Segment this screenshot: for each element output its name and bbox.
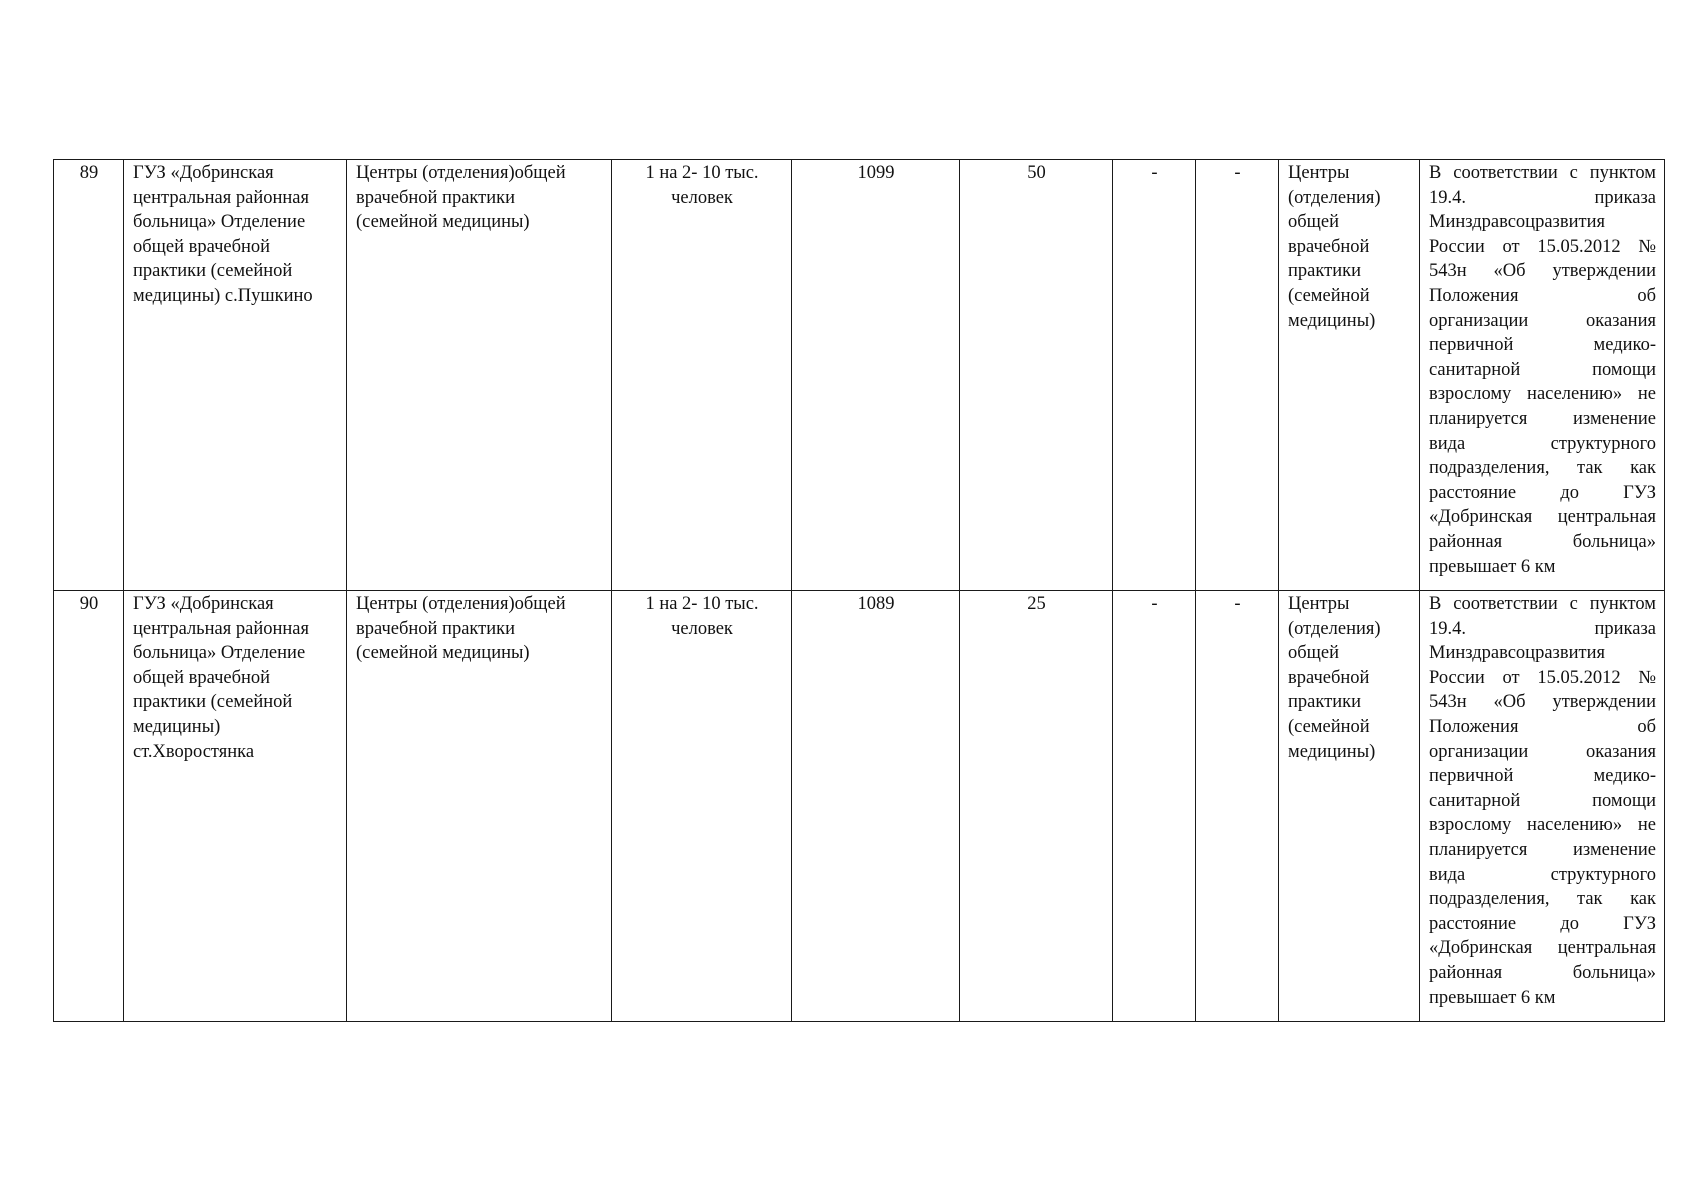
note-line: планируется изменение — [1429, 839, 1656, 860]
planned-type: Центры (отделения) общей врачебной практики (семейной медицины) — [1288, 163, 1381, 331]
note-line: первичной медико- — [1429, 335, 1656, 356]
note-line: подразделения, так как — [1429, 889, 1656, 910]
dash-cell — [1196, 160, 1279, 591]
note-line: Минздравсоцразвития — [1429, 212, 1605, 233]
note-cell — [1420, 591, 1665, 1022]
note-line: 19.4. приказа — [1429, 618, 1656, 639]
note-line: взрослому населению» не — [1429, 815, 1656, 836]
note-line: районная больница» — [1429, 531, 1656, 552]
norm-value: 1 на 2- 10 тыс. человек — [645, 594, 759, 639]
dash-value: - — [1234, 594, 1241, 614]
note-line: расстояние до ГУЗ — [1429, 913, 1656, 934]
capacity-cell — [960, 591, 1113, 1022]
unit-type: Центры (отделения)общей врачебной практики (семейной медицины) — [356, 163, 566, 233]
note-line: «Добринская центральная — [1429, 507, 1656, 528]
note-line: санитарной помощи — [1429, 790, 1656, 811]
dash-value: - — [1151, 594, 1158, 614]
note-line: России от 15.05.2012 № — [1429, 667, 1656, 688]
note-line: взрослому населению» не — [1429, 384, 1656, 405]
planned-type-cell — [1279, 160, 1420, 591]
row-number-cell — [54, 160, 124, 591]
note-line: В соответствии с пунктом — [1429, 163, 1656, 183]
note-line: санитарной помощи — [1429, 359, 1656, 380]
note-line: 19.4. приказа — [1429, 187, 1656, 208]
dash-cell — [1113, 591, 1196, 1022]
dash-cell — [1113, 160, 1196, 591]
note-line: превышает 6 км — [1429, 556, 1556, 577]
note-line: 543н «Об утверждении — [1429, 692, 1656, 713]
note-line: организации оказания — [1429, 741, 1656, 762]
row-number: 90 — [79, 594, 99, 614]
population-cell — [792, 591, 960, 1022]
note-line: Положения об — [1429, 285, 1656, 306]
note-line: подразделения, так как — [1429, 458, 1656, 479]
note-line: организации оказания — [1429, 310, 1656, 331]
norm-value: 1 на 2- 10 тыс. человек — [645, 163, 759, 208]
capacity-value: 50 — [1027, 163, 1046, 183]
note-line: вида структурного — [1429, 864, 1656, 885]
facilities-table — [53, 159, 1665, 1022]
population-value: 1089 — [857, 594, 895, 614]
note-cell — [1420, 160, 1665, 591]
unit-type: Центры (отделения)общей врачебной практики (семейной медицины) — [356, 594, 566, 664]
table-row — [54, 591, 1665, 1022]
planned-type: Центры (отделения) общей врачебной практики (семейной медицины) — [1288, 594, 1381, 762]
population-cell — [792, 160, 960, 591]
row-number-cell — [54, 591, 124, 1022]
note-line: вида структурного — [1429, 433, 1656, 454]
note-line: 543н «Об утверждении — [1429, 261, 1656, 282]
population-value: 1099 — [857, 163, 895, 183]
note-line: районная больница» — [1429, 962, 1656, 983]
institution-cell — [124, 160, 347, 591]
dash-value: - — [1151, 163, 1158, 183]
dash-value: - — [1234, 163, 1241, 183]
institution-cell — [124, 591, 347, 1022]
unit-type-cell — [347, 591, 612, 1022]
row-number: 89 — [79, 163, 99, 183]
capacity-value: 25 — [1027, 594, 1046, 614]
note-line: первичной медико- — [1429, 766, 1656, 787]
note-line: В соответствии с пунктом — [1429, 594, 1656, 614]
note-line: превышает 6 км — [1429, 987, 1556, 1008]
note-line: «Добринская центральная — [1429, 938, 1656, 959]
note-line: России от 15.05.2012 № — [1429, 236, 1656, 257]
capacity-cell — [960, 160, 1113, 591]
norm-cell — [612, 591, 792, 1022]
institution-name: ГУЗ «Добринская центральная районная больница» Отделение общей врачебной практики (семейной медицины) с.Пушкино — [133, 163, 313, 306]
note-line: расстояние до ГУЗ — [1429, 482, 1656, 503]
unit-type-cell — [347, 160, 612, 591]
table-row — [54, 160, 1665, 591]
note-line: Положения об — [1429, 716, 1656, 737]
institution-name: ГУЗ «Добринская центральная районная больница» Отделение общей врачебной практики (семейной медицины) ст.Хворостянка — [133, 594, 309, 762]
note-line: Минздравсоцразвития — [1429, 643, 1605, 664]
planned-type-cell — [1279, 591, 1420, 1022]
dash-cell — [1196, 591, 1279, 1022]
norm-cell — [612, 160, 792, 591]
note-line: планируется изменение — [1429, 408, 1656, 429]
